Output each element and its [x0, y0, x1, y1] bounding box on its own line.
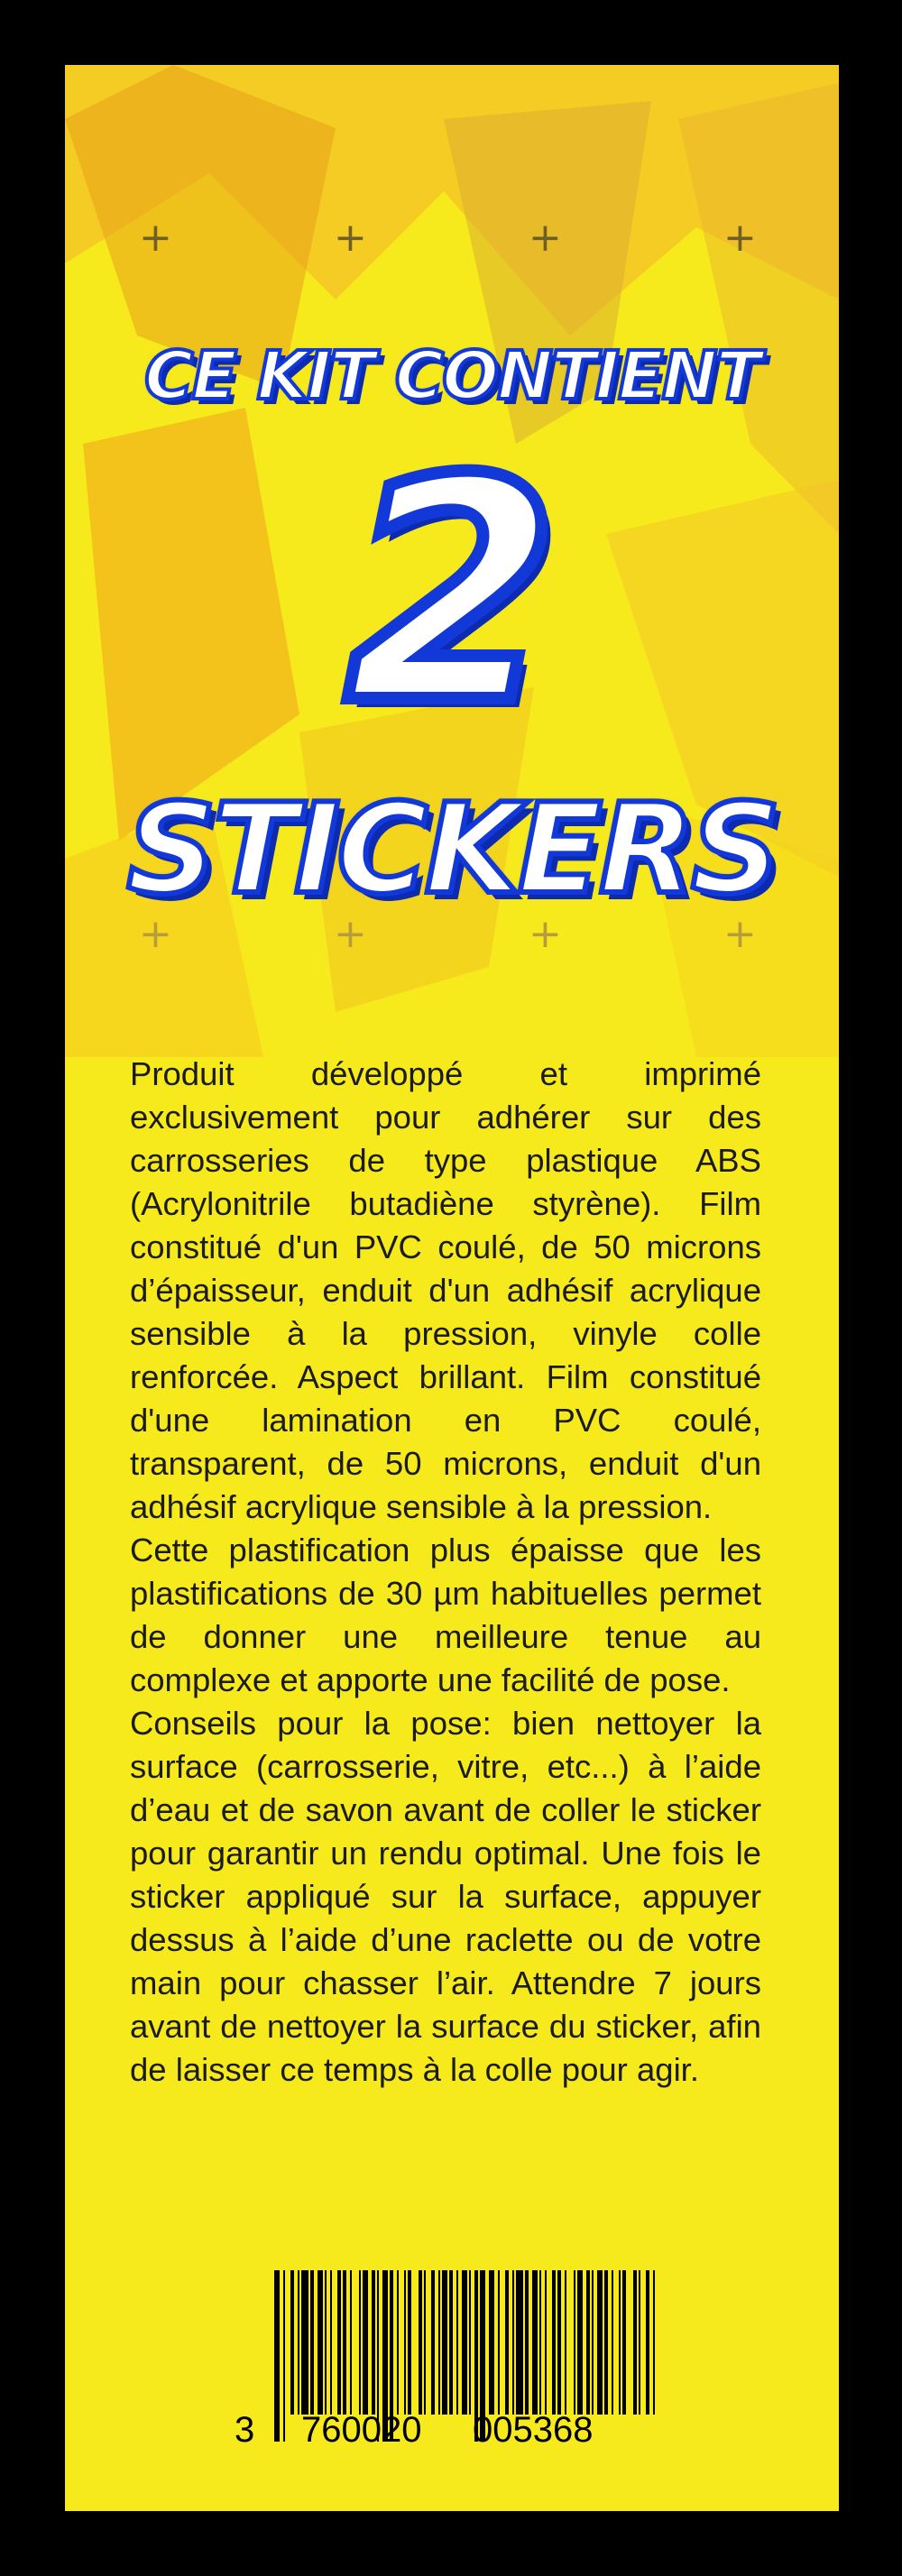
- barcode-bar: [622, 2270, 626, 2415]
- barcode-bar: [290, 2270, 294, 2415]
- barcode-bar: [577, 2270, 583, 2415]
- barcode-bar: [424, 2270, 426, 2415]
- decor-plus-icon: +: [529, 911, 562, 957]
- barcode-bar: [274, 2270, 280, 2442]
- barcode-bar: [318, 2270, 323, 2415]
- barcode-bar: [469, 2270, 471, 2415]
- barcode-bar: [442, 2270, 447, 2415]
- barcode-bar: [343, 2270, 346, 2415]
- headline-stickers: STICKERS: [126, 777, 778, 922]
- barcode-bar: [653, 2270, 655, 2415]
- barcode-bar: [397, 2270, 399, 2415]
- barcode-bar: [619, 2270, 621, 2415]
- barcode-bar: [337, 2270, 341, 2415]
- barcode-bar: [462, 2270, 467, 2415]
- barcode-bar: [565, 2270, 566, 2415]
- barcode-bar: [498, 2270, 500, 2415]
- decor-plus-icon: +: [334, 215, 367, 261]
- barcode-bar: [298, 2270, 299, 2415]
- barcode-bar: [516, 2270, 523, 2415]
- barcode-bar: [456, 2270, 458, 2415]
- barcode-bar: [612, 2270, 613, 2415]
- barcode-bar: [545, 2270, 547, 2415]
- barcode-bar: [552, 2270, 556, 2415]
- barcode-bar: [330, 2270, 332, 2415]
- decor-plus-icon: +: [723, 911, 757, 957]
- barcode-bar: [419, 2270, 422, 2415]
- barcode-bar: [539, 2270, 541, 2415]
- barcode-bar: [489, 2270, 494, 2415]
- description-paragraph: Conseils pour la pose: bien nettoyer la surface (carrosserie, vitre, etc...) à l’aide d’eau et de savon avant de coller le sticker pour garantir un rendu optimal. Une fois le sticker appliqué sur la surface, appuyer dessus à l’aide d’une raclette ou de votre main pour chasser l’air. Attendre 7 jours avant de nettoyer la surface du sticker, afin de laisser ce temps à la colle pour agir.: [130, 1705, 761, 2088]
- barcode-bar: [646, 2270, 649, 2415]
- barcode-bar: [512, 2270, 514, 2415]
- barcode-bar: [639, 2270, 640, 2415]
- decor-plus-icon: +: [529, 215, 562, 261]
- barcode-bar: [438, 2270, 440, 2415]
- barcode-bar: [363, 2270, 368, 2415]
- decor-plus-icon: +: [139, 215, 172, 261]
- barcode-bar: [633, 2270, 637, 2415]
- barcode-bar: [325, 2270, 327, 2415]
- barcode-bar: [525, 2270, 529, 2415]
- barcode-first-digit: 3: [235, 2410, 255, 2450]
- barcode-bar: [431, 2270, 435, 2415]
- barcode-bar: [449, 2270, 453, 2415]
- barcode-bar: [350, 2270, 352, 2415]
- barcode-bar: [283, 2270, 285, 2442]
- barcode-bar: [408, 2270, 411, 2415]
- decor-plus-icon: +: [139, 911, 172, 957]
- barcode-bar: [592, 2270, 594, 2415]
- decor-plus-icon: +: [334, 911, 367, 957]
- barcode-bar: [310, 2270, 314, 2415]
- barcode-bar: [557, 2270, 561, 2415]
- barcode-right-digits: 005368: [473, 2410, 594, 2450]
- sticker-count: 2: [345, 414, 559, 771]
- barcode-bar: [597, 2270, 603, 2415]
- barcode-bar: [604, 2270, 608, 2415]
- description-paragraph: Cette plastification plus épaisse que les plastifications de 30 µm habituelles permet de donner une meilleure tenue au complexe et apporte une facilité de pose.: [130, 1532, 761, 1698]
- barcode-left-digits: 760020: [301, 2410, 422, 2450]
- decor-plus-icon: +: [723, 215, 757, 261]
- barcode-bar: [404, 2270, 406, 2415]
- product-card: [65, 65, 839, 2511]
- barcode-bar: [505, 2270, 509, 2415]
- barcode-bar: [574, 2270, 575, 2415]
- barcode-bar: [372, 2270, 375, 2415]
- description-paragraph: Produit développé et imprimé exclusivement pour adhérer sur des carrosseries de type plastique ABS (Acrylonitrile butadiène styrène). Film constitué d'un PVC coulé, de 50 microns d’épaisseur, enduit d'un adhésif acrylique sensible à la pression, vinyle colle renforcée. Aspect brillant. Film constitué d'une lamination en PVC coulé, transparent, de 50 microns, enduit d'un adhésif acrylique sensible à la pression.: [130, 1055, 761, 1525]
- headline-kit-contains: CE KIT CONTIENT: [144, 337, 759, 415]
- barcode-bar: [301, 2270, 308, 2415]
- product-description: [130, 1053, 761, 2092]
- barcode-bar: [586, 2270, 590, 2415]
- barcode-bar: [359, 2270, 361, 2415]
- barcode-bar: [532, 2270, 538, 2415]
